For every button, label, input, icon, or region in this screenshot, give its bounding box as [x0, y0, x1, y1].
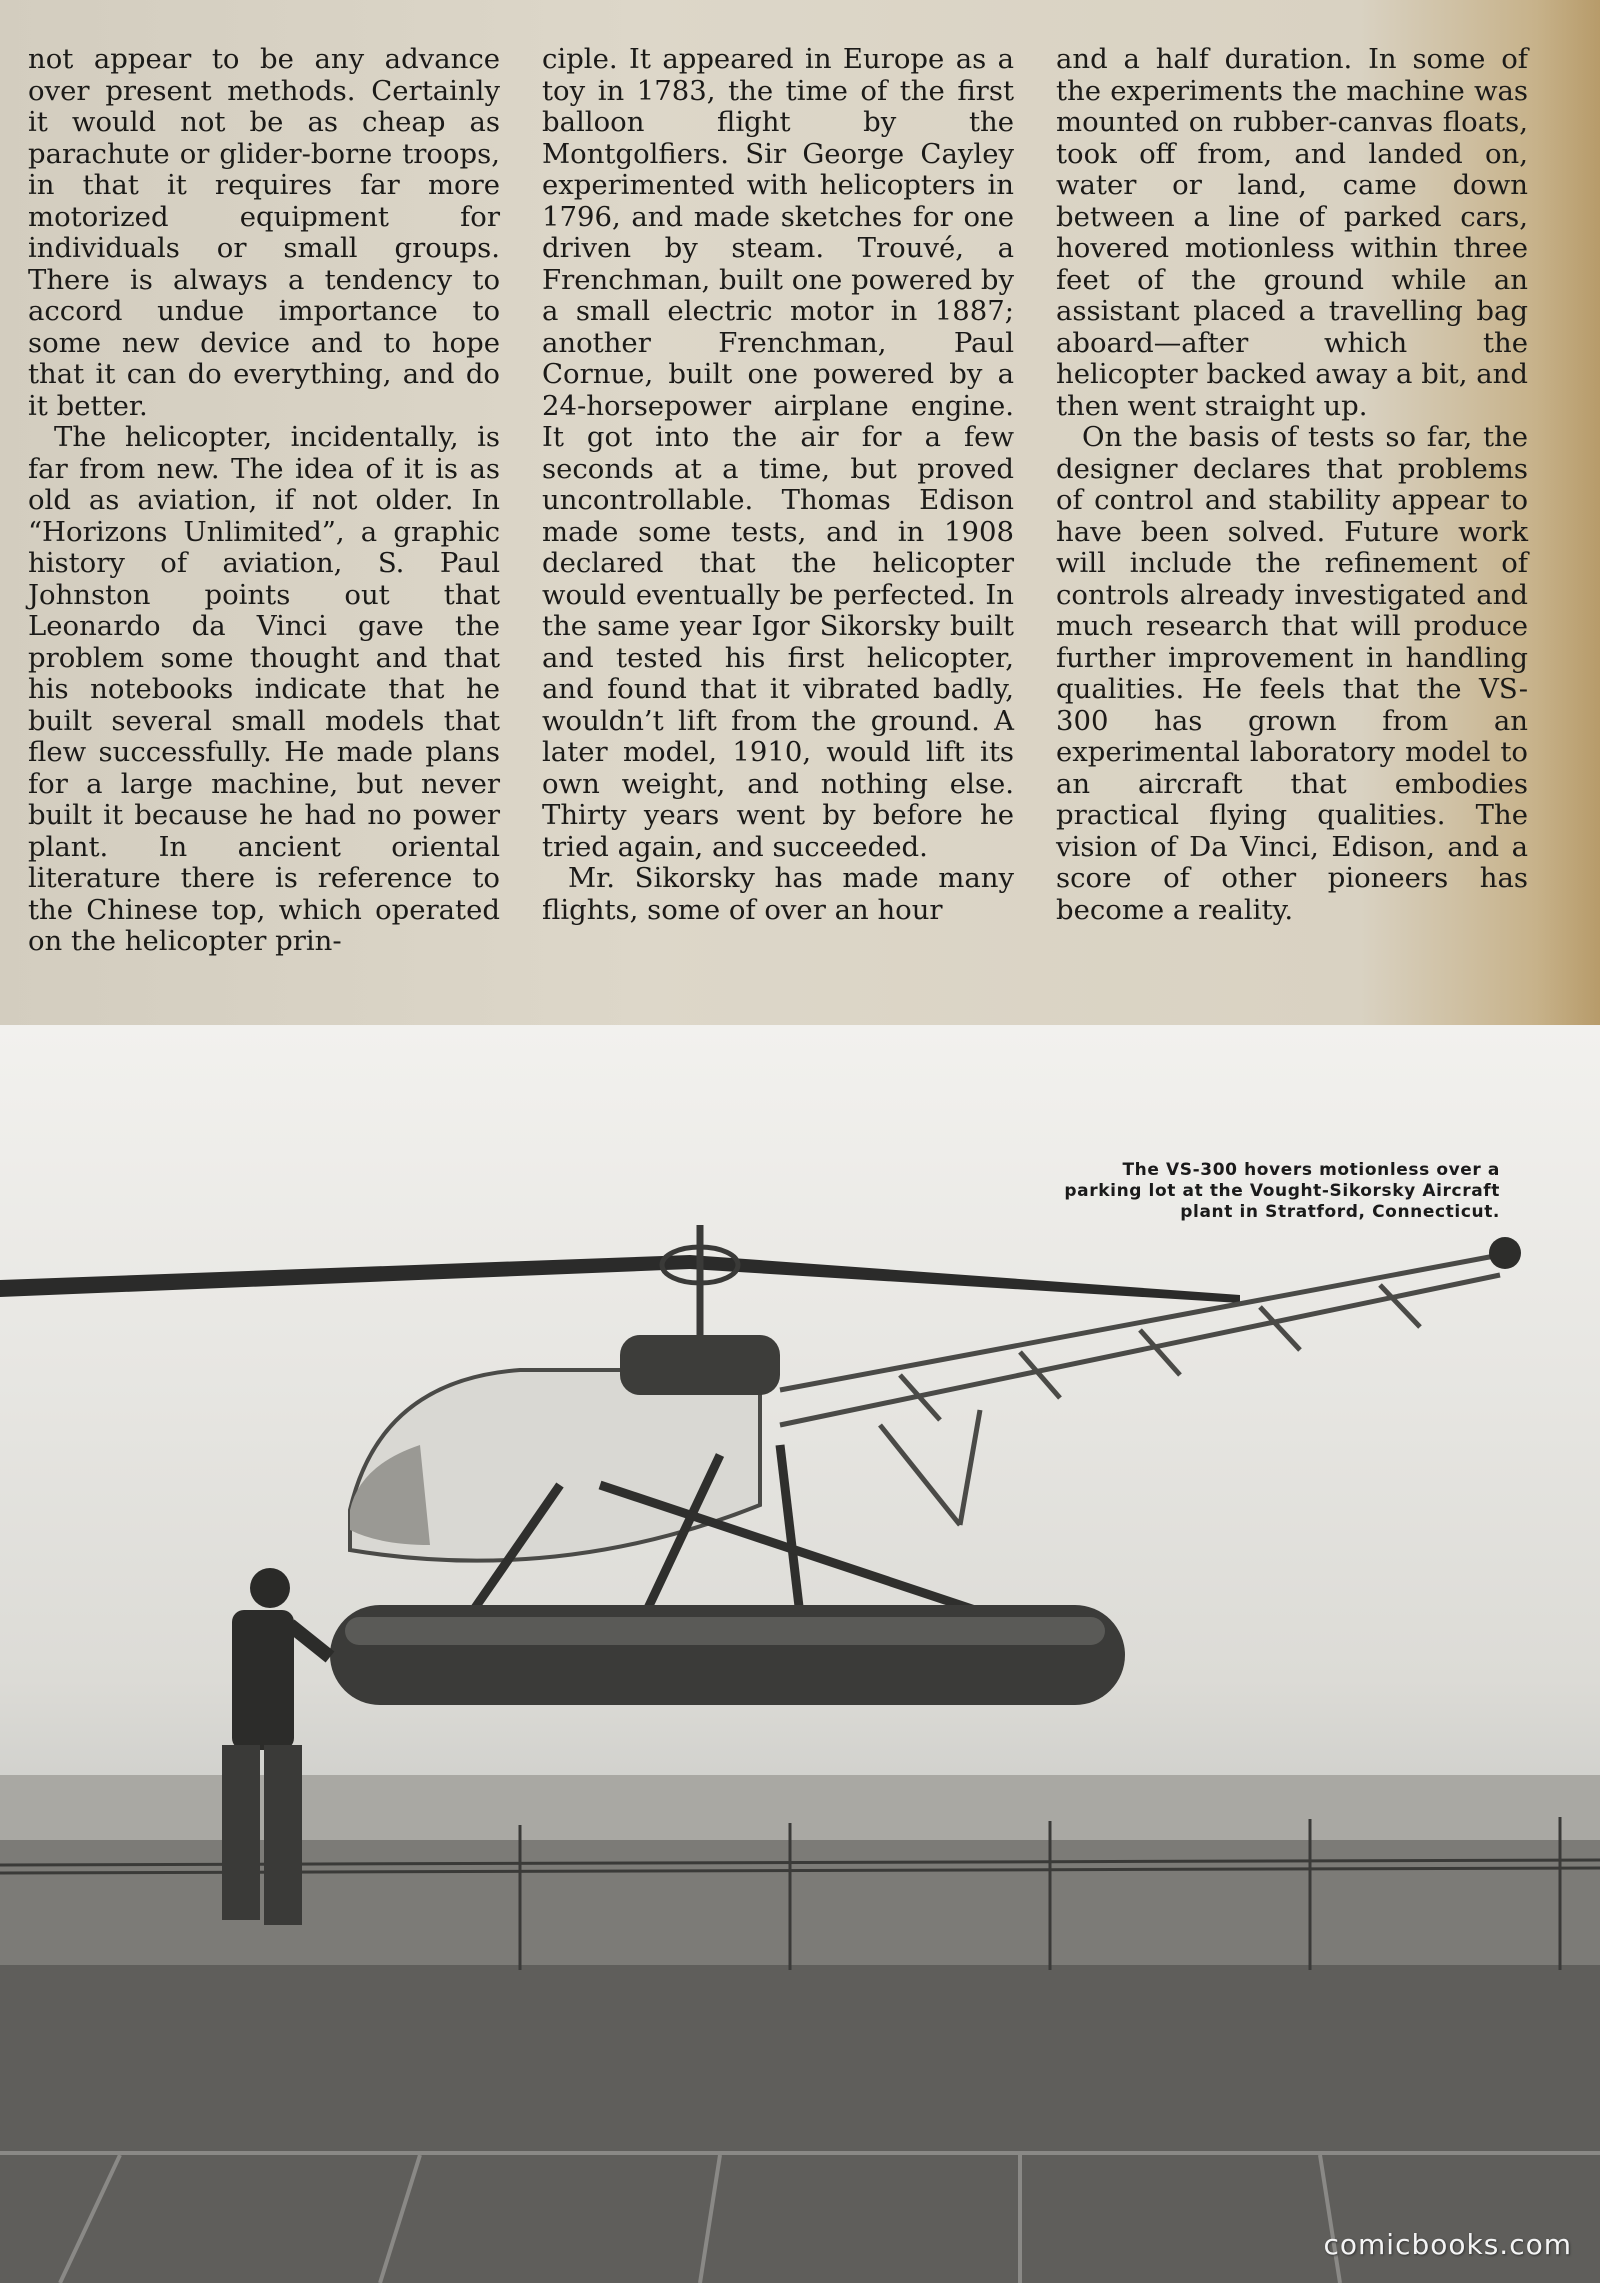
- paragraph: not appear to be any advance over present methods. Certainly it would not be as cheap as parachute or glider-borne troops, in that it requires far more motorized equipment for individuals or small groups. There is always a tendency to accord undue importance to some new device and to hope that it can do everything, and do it better.: [28, 43, 500, 422]
- paragraph: On the basis of tests so far, the designer declares that problems of control and stability appear to have been solved. Future work will include the refinement of controls already investigated and much research that will produce further improvement in handling qualities. He feels that the VS-300 has grown from an experimental laboratory model to an aircraft that embodies practical flying qualities. The vision of Da Vinci, Edison, and a score of other pioneers has become a reality.: [1056, 421, 1528, 926]
- paragraph: and a half duration. In some of the experiments the machine was mounted on rubber-canvas floats, took off from, and landed on, water or land, came down between a line of parked cars, hovered motionless within three feet of the ground while an assistant placed a travelling bag aboard—after which the helicopter backed away a bit, and then went straight up.: [1056, 43, 1528, 422]
- paragraph: ciple. It appeared in Europe as a toy in 1783, the time of the first balloon flight by the Montgolfiers. Sir George Cayley experimented with helicopters in 1796, and made sketches for one driven by steam. Trouvé, a Frenchman, built one powered by a small electric motor in 1887; another Frenchman, Paul Cornue, built one powered by a 24-horsepower airplane engine. It got into the air for a few seconds at a time, but proved uncontrollable. Thomas Edison made some tests, and in 1908 declared that the helicopter would eventually be perfected. In the same year Igor Sikorsky built and tested his first helicopter, and found that it vibrated badly, wouldn’t lift from the ground. A later model, 1910, would lift its own weight, and nothing else. Thirty years went by before he tried again, and succeeded.: [542, 43, 1014, 863]
- article-column-1: [28, 44, 500, 964]
- watermark: comicbooks.com: [1323, 2228, 1572, 2261]
- article-column-3: [1056, 44, 1528, 964]
- engine: [620, 1335, 780, 1395]
- paragraph: Mr. Sikorsky has made many flights, some of over an hour: [542, 862, 1014, 926]
- float-highlight: [345, 1617, 1105, 1645]
- photo-caption: The VS-300 hovers motionless over a parking lot at the Vought-Sikorsky Aircraft plant in Stratford, Connecticut.: [1064, 1160, 1500, 1222]
- rotor-blade: [0, 1255, 1240, 1303]
- tail-rotor: [1489, 1237, 1521, 1269]
- article-columns: [28, 44, 1528, 964]
- cabin-nose-shadow: [350, 1445, 430, 1545]
- article-column-2: [542, 44, 1014, 964]
- paragraph: The helicopter, incidentally, is far from new. The idea of it is as old as aviation, if not older. In “Horizons Unlimited”, a graphic history of aviation, S. Paul Johnston points out that Leonardo da Vinci gave the problem some thought and that his notebooks indicate that he built several small models that flew successfully. He made plans for a large machine, but never built it because he had no power plant. In ancient oriental literature there is reference to the Chinese top, which operated on the helicopter prin-: [28, 421, 500, 957]
